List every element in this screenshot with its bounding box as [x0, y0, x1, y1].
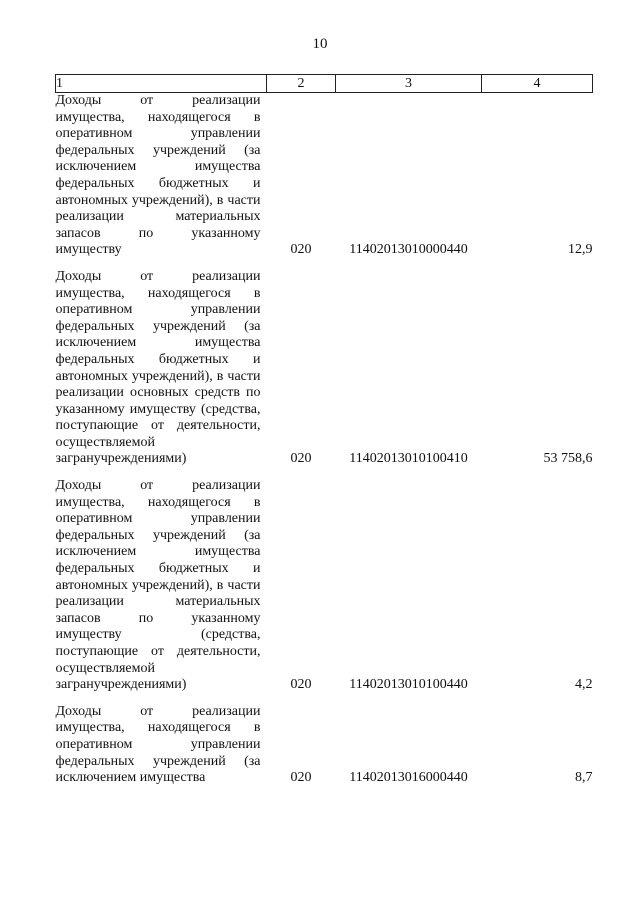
row-amount: 53 758,6: [543, 451, 593, 467]
column-header-2: 2: [267, 75, 336, 93]
row-kbk-code: 11402013010100440: [349, 677, 468, 693]
row-admin-code: 020: [290, 770, 312, 786]
page-number: 10: [312, 36, 328, 52]
row-kbk-code: 11402013010000440: [349, 242, 468, 258]
row-kbk-code: 11402013016000440: [349, 770, 468, 786]
row-description: [56, 704, 267, 787]
row-admin-code: 020: [290, 451, 312, 467]
table-row: [56, 269, 593, 468]
row-spacer: [56, 259, 593, 269]
row-spacer: [56, 468, 593, 478]
row-description: [56, 478, 267, 694]
row-description-text: Доходы от реализации имущества, находящегося в оперативном управлении федеральных учреждений (за исключением имущества федеральных бюджетных и автономных учреждений), в части реализации материальных запасов по указанному имуществу: [55, 93, 261, 258]
row-admin-code: 020: [290, 677, 312, 693]
row-amount: 4,2: [575, 677, 593, 693]
column-header-1: 1: [56, 75, 267, 93]
row-description: [56, 93, 267, 259]
row-description-text: Доходы от реализации имущества, находящегося в оперативном управлении федеральных учреждений (за исключением имущества федеральных бюджетных и автономных учреждений), в части реализации материальных запасов по указанному имуществу (средства, поступающие от деятельности, осуществляемой загранучреждениями): [55, 478, 261, 693]
row-kbk-code: 11402013010100410: [349, 451, 468, 467]
table-row: [56, 93, 593, 259]
row-amount: 8,7: [575, 770, 593, 786]
revenue-table: [55, 74, 593, 787]
row-description: [56, 269, 267, 468]
row-description-text: Доходы от реализации имущества, находящегося в оперативном управлении федеральных учреждений (за исключением имущества: [55, 703, 261, 786]
row-admin-code: 020: [290, 242, 312, 258]
column-header-4: 4: [482, 75, 593, 93]
row-spacer: [56, 694, 593, 704]
table-row: [56, 478, 593, 694]
table-row: [56, 704, 593, 787]
table-header-row: [56, 75, 593, 93]
row-description-text: Доходы от реализации имущества, находящегося в оперативном управлении федеральных учреждений (за исключением имущества федеральных бюджетных и автономных учреждений), в части реализации основных средств по указанному имуществу (средства, поступающие от деятельности, осуществляемой загранучреждениями): [55, 268, 261, 467]
row-amount: 12,9: [568, 242, 593, 258]
column-header-3: 3: [336, 75, 482, 93]
